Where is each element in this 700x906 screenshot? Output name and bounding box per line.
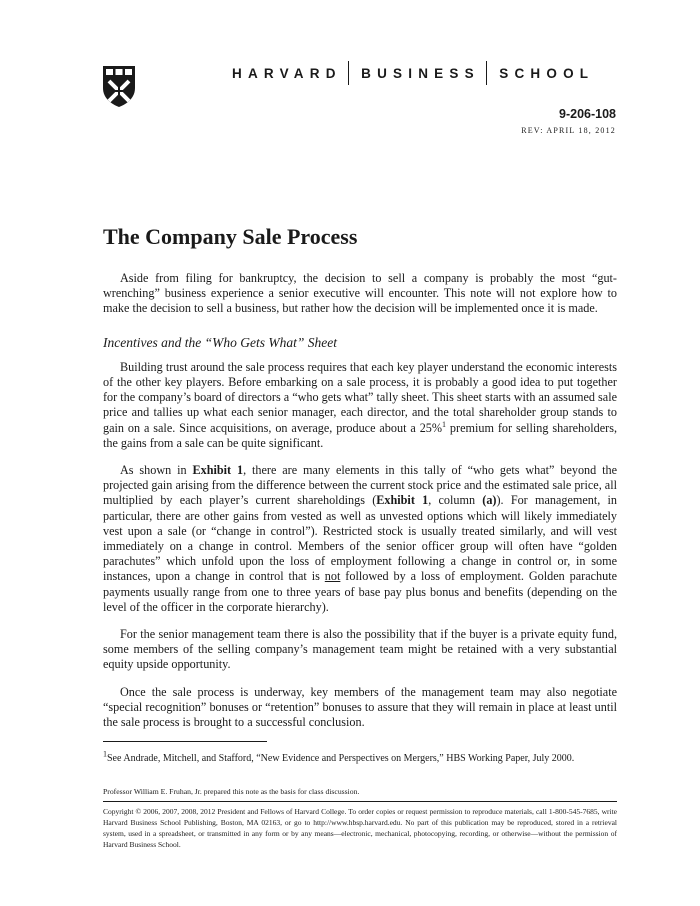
intro-paragraph: Aside from filing for bankruptcy, the decision to sell a company is probably the most “gut-wrenching” business experience a senior executive will encounter. This note will not explore how to make the decision to sell a business, but rather how the decision will be implemented once it is made.: [103, 271, 617, 316]
paragraph-1-text: Building trust around the sale process requires that each key player understand the economic interests of the other key players. Before embarking on a sale process, it is probably a good idea to put together for the company’s board of directors a “who gets what” tally sheet. This sheet starts with an assumed sale price and tallies up what each senior manager, each director, and the total shareholder group stands to gain on a sale. Since acquisitions, on average, produce about a 25%: [103, 359, 617, 435]
copyright-notice: Copyright © 2006, 2007, 2008, 2012 President and Fellows of Harvard College. To order copies or request permission to reproduce materials, call 1-800-545-7685, write Harvard Business School Publishing, Boston, MA 02163, or go to http://www.hbsp.harvard.edu. No part of this publication may be reproduced, stored in a retrieval system, used in a spreadsheet, or transmitted in any form or by any means—electronic, mechanical, photocopying, recording, or otherwise—without the permission of Harvard Business School.: [103, 807, 617, 849]
hbs-shield-logo: [101, 64, 137, 108]
section-heading: Incentives and the “Who Gets What” Sheet: [103, 334, 337, 350]
masthead-divider: [486, 61, 488, 85]
footnote-divider: [103, 741, 267, 742]
masthead-word-business: BUSINESS: [361, 65, 480, 81]
underlined-not: not: [324, 569, 341, 584]
paragraph-1: [103, 360, 617, 451]
school-masthead: [232, 61, 594, 85]
footnote: [103, 749, 617, 764]
paragraph-4: Once the sale process is underway, key members of the management team may also negotiate “special recognition” bonuses or “retention” bonuses to assure that they will remain in place at least until the sale process is brought to a successful conclusion.: [103, 684, 617, 730]
p2-text-e: followed by a loss of employment. Golden parachute payments usually range from one to three years of base pay plus bonus and benefits (depending on the level of the officer in the corporate hierarchy).: [103, 569, 617, 614]
masthead-word-school: SCHOOL: [499, 65, 595, 81]
document-body: [103, 271, 617, 742]
p2-text-a: As shown in: [120, 463, 193, 478]
exhibit-ref: Exhibit 1: [376, 493, 429, 508]
column-ref: (a): [482, 493, 497, 508]
paragraph-1-tail: premium for selling shareholders, the gains from a sale can be quite significant.: [103, 420, 617, 450]
document-number: 9-206-108: [559, 107, 616, 121]
masthead-divider: [348, 61, 350, 85]
copyright-divider: [103, 801, 617, 802]
paragraph-2: [103, 463, 617, 615]
p2-text-d: ). For management, in particular, there are other gains from vested as well as unvested options which will likely immediately vest upon a sale (or “change in control”). Restricted stock is usually treated similarly, and will vest immediately on a change in control. Members of the senior officer group will often have “golden parachutes” which unfold upon the loss of employment following a change in control or, in some instances, upon a change in control that is: [103, 493, 617, 584]
exhibit-ref: Exhibit 1: [192, 463, 244, 478]
prepared-by-note: Professor William E. Fruhan, Jr. prepared this note as the basis for class discussion.: [103, 787, 360, 796]
p2-text-b: , there are many elements in this tally of “who gets what” beyond the projected gain arising from the difference between the current stock price and the estimated sale price, all multiplied by each player’s current shareholdings (: [103, 463, 617, 508]
masthead-word-harvard: HARVARD: [232, 65, 342, 81]
revision-date: REV: APRIL 18, 2012: [521, 126, 616, 135]
footnote-text: See Andrade, Mitchell, and Stafford, “New Evidence and Perspectives on Mergers,” HBS Working Paper, July 2000.: [107, 753, 575, 764]
p2-text-c: , column: [428, 493, 483, 508]
footnote-ref: 1: [442, 419, 447, 429]
paragraph-3: For the senior management team there is also the possibility that if the buyer is a private equity fund, some members of the selling company’s management team might be retained with a very substantial equity upside opportunity.: [103, 627, 617, 672]
footnote-number: 1: [103, 749, 107, 759]
page-title: The Company Sale Process: [103, 224, 358, 249]
